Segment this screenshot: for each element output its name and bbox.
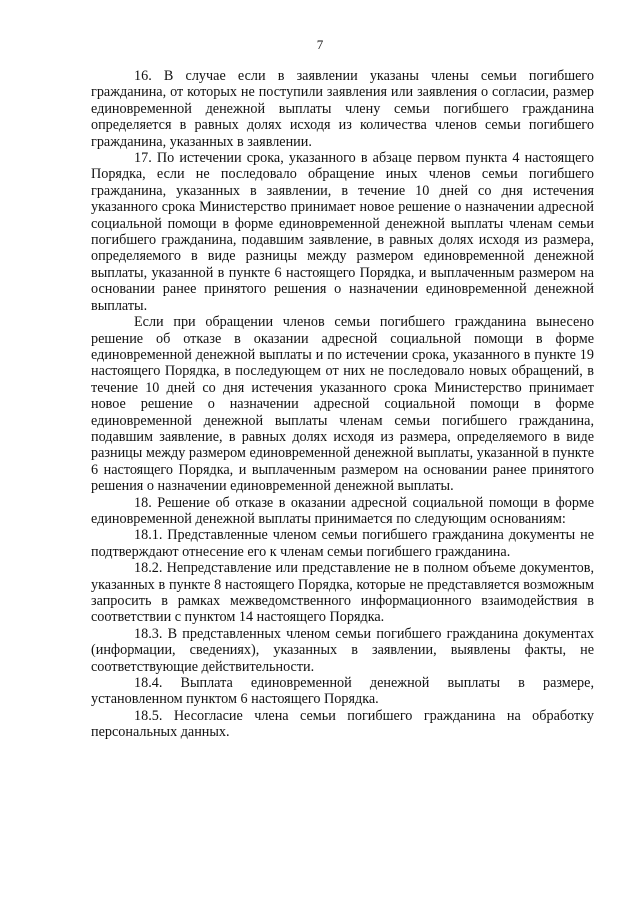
page-number: 7	[316, 37, 324, 52]
paragraph-18-2: 18.2. Непредставление или представление не в полном объеме документов, указанных в пункте 8 настоящего Порядка, которые не представляется возможным запросить в рамках межведомственного информационного взаимодействия в соответствии с пунктом 14 настоящего Порядка.	[91, 560, 594, 626]
paragraph-17-continued: Если при обращении членов семьи погибшего гражданина вынесено решение об отказе в оказании адресной социальной помощи в форме единовременной денежной выплаты и по истечении срока, указанного в пункте 19 настоящего Порядка, в последующем от них не последовало новых обращений, в течение 10 дней со дня истечения указанного срока Министерство принимает новое решение о назначении адресной социальной помощи в форме единовременной денежной выплаты членам семьи погибшего гражданина, подавшим заявление, в равных долях исходя из размера, определяемого в виде разницы между размером единовременной денежной выплаты, указанной в пункте 6 настоящего Порядка, и выплаченным размером на основании ранее принятого решения о назначении единовременной денежной выплаты.	[91, 314, 594, 495]
document-body	[91, 68, 594, 741]
paragraph-16: 16. В случае если в заявлении указаны члены семьи погибшего гражданина, от которых не поступили заявления или заявления о согласии, размер единовременной денежной выплаты члену семьи погибшего гражданина определяется в равных долях исходя из количества членов семьи погибшего гражданина, указанных в заявлении.	[91, 68, 594, 150]
paragraph-18: 18. Решение об отказе в оказании адресной социальной помощи в форме единовременной денежной выплаты принимается по следующим основаниям:	[91, 494, 594, 527]
paragraph-18-1: 18.1. Представленные членом семьи погибшего гражданина документы не подтверждают отнесение его к членам семьи погибшего гражданина.	[91, 527, 594, 560]
paragraph-17: 17. По истечении срока, указанного в абзаце первом пункта 4 настоящего Порядка, если не последовало обращение иных членов семьи погибшего гражданина, указанных в заявлении, в течение 10 дней со дня истечения указанного срока Министерство принимает новое решение о назначении адресной социальной помощи в форме единовременной денежной выплаты членам семьи погибшего гражданина, подавшим заявление, в равных долях исходя из размера, определяемого в виде разницы между размером единовременной денежной выплаты, указанной в пункте 6 настоящего Порядка, и выплаченным размером на основании ранее принятого решения о назначении единовременной денежной выплаты.	[91, 150, 594, 314]
paragraph-18-3: 18.3. В представленных членом семьи погибшего гражданина документах (информации, сведениях), указанных в заявлении, выявлены факты, не соответствующие действительности.	[91, 625, 594, 675]
paragraph-18-4: 18.4. Выплата единовременной денежной выплаты в размере, установленном пунктом 6 настоящего Порядка.	[91, 675, 594, 708]
paragraph-18-5: 18.5. Несогласие члена семьи погибшего гражданина на обработку персональных данных.	[91, 707, 594, 741]
